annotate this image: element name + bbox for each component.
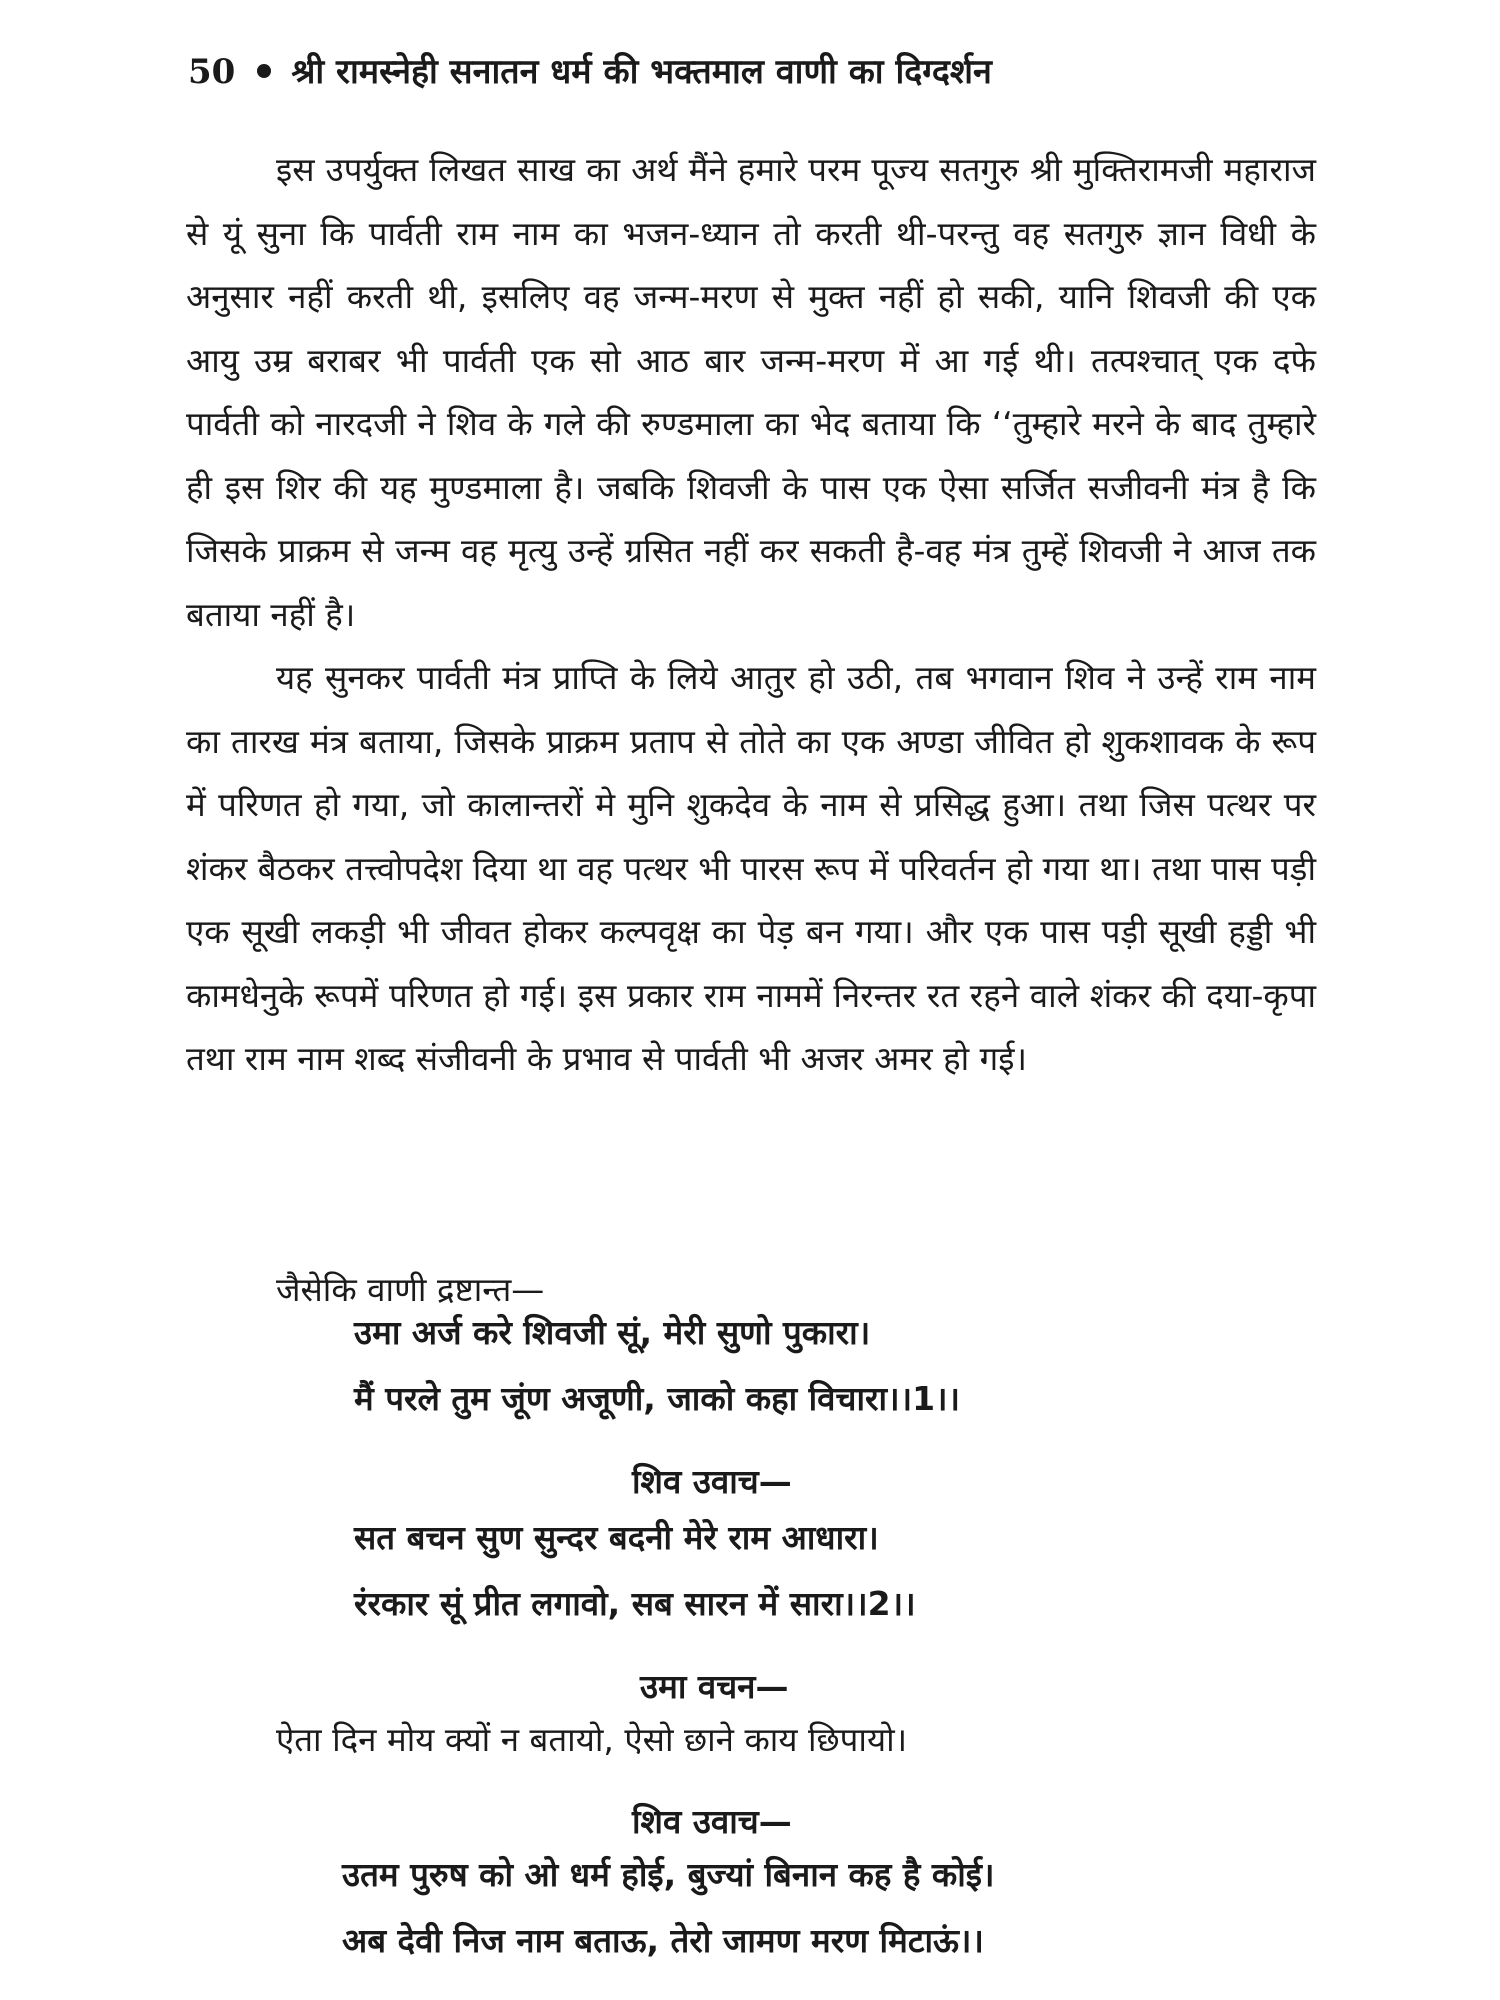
prose-body	[186, 138, 1316, 1091]
speaker-label-shiv-2: शिव उवाच—	[632, 1802, 792, 1841]
verse-intro: जैसेकि वाणी द्रष्टान्त—	[276, 1270, 545, 1309]
verse-2	[354, 1505, 916, 1637]
bullet-icon	[257, 64, 271, 78]
page-header	[188, 48, 1328, 96]
paragraph-2: यह सुनकर पार्वती मंत्र प्राप्ति के लिये आतुर हो उठी, तब भगवान शिव ने उन्हें राम नाम का तारख मंत्र बताया, जिसके प्राक्रम प्रताप से तोते का एक अण्डा जीवित हो शुकशावक के रूप में परिणत हो गया, जो कालान्तरों मे मुनि शुकदेव के नाम से प्रसिद्ध हुआ। तथा जिस पत्थर पर शंकर बैठकर तत्त्वोपदेश दिया था वह पत्थर भी पारस रूप में परिवर्तन हो गया था। तथा पास पड़ी एक सूखी लकड़ी भी जीवत होकर कल्पवृक्ष का पेड़ बन गया। और एक पास पड़ी सूखी हड्डी भी कामधेनुके रूपमें परिणत हो गई। इस प्रकार राम नाममें निरन्तर रत रहने वाले शंकर की दया-कृपा तथा राम नाम शब्द संजीवनी के प्रभाव से पार्वती भी अजर अमर हो गई।	[186, 658, 1316, 1078]
page-number: 50	[188, 52, 236, 92]
verse-3	[342, 1842, 995, 1974]
verse-3-line-2: अब देवी निज नाम बताऊ, तेरो जामण मरण मिटाऊं।।	[342, 1921, 984, 1960]
verse-1-line-1: उमा अर्ज करे शिवजी सूं, मेरी सुणो पुकारा।	[354, 1313, 871, 1352]
verse-3-line-1: उतम पुरुष को ओ धर्म होई, बुज्यां बिनान कह है कोई।	[342, 1855, 995, 1894]
speaker-label-shiv: शिव उवाच—	[632, 1462, 792, 1501]
speaker-label-uma: उमा वचन—	[640, 1667, 789, 1706]
verse-1	[354, 1300, 960, 1432]
running-title: श्री रामस्नेही सनातन धर्म की भक्तमाल वाणी का दिग्दर्शन	[291, 52, 992, 92]
verse-2-line-2: रंरकार सूं प्रीत लगावो, सब सारन में सारा।।2।।	[354, 1584, 916, 1623]
verse-1-line-2: मैं परले तुम जूंण अजूणी, जाको कहा विचारा।।1।।	[354, 1379, 961, 1418]
verse-2-line-1: सत बचन सुण सुन्दर बदनी मेरे राम आधारा।	[354, 1518, 879, 1557]
paragraph-1: इस उपर्युक्त लिखत साख का अर्थ मैंने हमारे परम पूज्य सतगुरु श्री मुक्तिरामजी महाराज से यूं सुना कि पार्वती राम नाम का भजन-ध्यान तो करती थी-परन्तु वह सतगुरु ज्ञान विधी के अनुसार नहीं करती थी, इसलिए वह जन्म-मरण से मुक्त नहीं हो सकी, यानि शिवजी की एक आयु उम्र बराबर भी पार्वती एक सो आठ बार जन्म-मरण में आ गई थी। तत्पश्चात् एक दफे पार्वती को नारदजी ने शिव के गले की रुण्डमाला का भेद बताया कि ‘‘तुम्हारे मरने के बाद तुम्हारे ही इस शिर की यह मुण्डमाला है। जबकि शिवजी के पास एक ऐसा सर्जित सजीवनी मंत्र है कि जिसके प्राक्रम से जन्म वह मृत्यु उन्हें ग्रसित नहीं कर सकती है-वह मंत्र तुम्हें शिवजी ने आज तक बताया नहीं है।	[186, 150, 1316, 634]
uma-question-line: ऐता दिन मोय क्यों न बतायो, ऐसो छाने काय छिपायो।	[276, 1720, 908, 1759]
